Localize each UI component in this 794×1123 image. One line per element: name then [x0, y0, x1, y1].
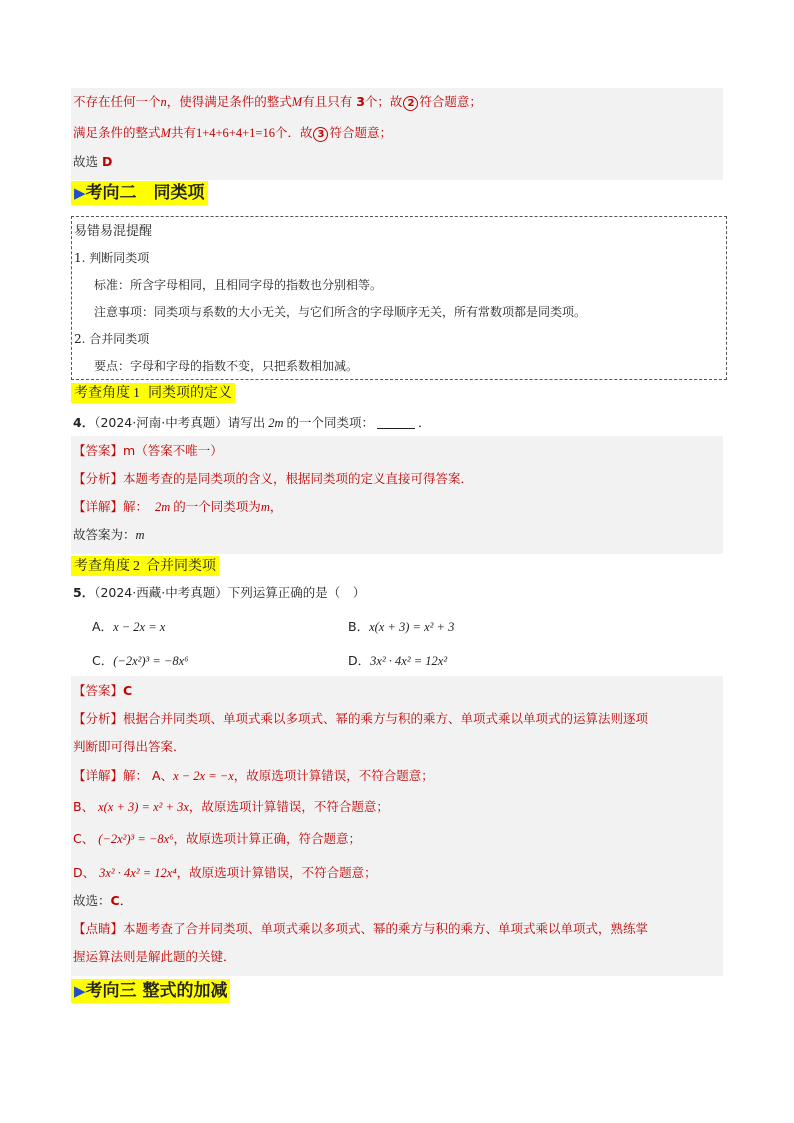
q5-detail-b: B、 x(x + 3) = x² + 3x，故原选项计算错误，不符合题意； — [73, 799, 389, 814]
q5-point-1: 【点睛】本题考查了合并同类项、单项式乘以多项式、幂的乘方与积的乘方、单项式乘以单项式，熟练掌 — [73, 921, 649, 936]
option-a[interactable]: A．x − 2x = x — [92, 619, 166, 634]
answer-blank[interactable] — [377, 416, 415, 429]
question-5: 5．（2024·西藏·中考真题）下列运算正确的是（ ） — [73, 585, 366, 600]
option-c[interactable]: C．(−2x²)³ = −8x⁶ — [92, 653, 189, 668]
q5-analysis-2: 判断即可得出答案． — [73, 739, 186, 754]
angle-heading-1: 考查角度 1 同类项的定义 — [71, 383, 235, 403]
q4-final: 故答案为：m — [73, 527, 145, 542]
section-heading-3: ▶考向三 整式的加减 — [71, 979, 230, 1003]
tips-box — [71, 216, 727, 380]
question-4: 4．（2024·河南·中考真题）请写出 2m 的一个同类项： ． — [73, 415, 431, 430]
tips-item-1: 1. 判断同类项 — [74, 251, 150, 265]
option-d[interactable]: D．3x² · 4x² = 12x² — [348, 653, 448, 668]
solution-line-2: 满足条件的整式M共有1+4+6+4+1=16个．故 3 符合题意； — [73, 125, 392, 140]
q5-detail-c: C、 (−2x²)³ = −8x⁶，故原选项计算正确，符合题意； — [73, 831, 362, 846]
q4-answer: 【答案】m（答案不唯一） — [73, 443, 223, 458]
option-b[interactable]: B．x(x + 3) = x² + 3 — [348, 619, 455, 634]
solution-line-3: 故选 D — [73, 154, 113, 169]
triangle-right-icon: ▶ — [74, 982, 86, 1000]
tips-item-1-notes: 注意事项：同类项与系数的大小无关，与它们所含的字母顺序无关，所有常数项都是同类项。 — [94, 305, 587, 319]
q5-answer: 【答案】C — [73, 683, 133, 698]
solution-line-1: 不存在任何一个n，使得满足条件的整式M有且只有 3个；故 2 符合题意； — [73, 94, 482, 109]
tips-item-1-standard: 标准：所含字母相同，且相同字母的指数也分别相等。 — [94, 278, 383, 292]
q5-selection: 故选：C． — [73, 893, 133, 908]
circled-number-icon: 2 — [403, 96, 418, 111]
circled-number-icon: 3 — [313, 127, 328, 142]
tips-item-2: 2. 合并同类项 — [74, 332, 150, 346]
q5-point-2: 握运算法则是解此题的关键． — [73, 949, 236, 964]
q5-detail-a: 【详解】解： A、x − 2x = −x，故原选项计算错误，不符合题意； — [73, 768, 434, 783]
tips-title: 易错易混提醒 — [74, 224, 153, 239]
angle-heading-2: 考查角度 2 合并同类项 — [71, 556, 219, 576]
q4-detail: 【详解】解： 2m 的一个同类项为m， — [73, 499, 283, 514]
tips-item-2-key: 要点：字母和字母的指数不变，只把系数相加减。 — [94, 359, 359, 373]
triangle-right-icon: ▶ — [74, 184, 86, 202]
q5-detail-d: D、 3x² · 4x² = 12x⁴，故原选项计算错误，不符合题意； — [73, 865, 377, 880]
section-heading-2: ▶考向二 同类项 — [71, 181, 208, 205]
q4-analysis: 【分析】本题考查的是同类项的含义，根据同类项的定义直接可得答案． — [73, 471, 474, 486]
q5-analysis-1: 【分析】根据合并同类项、单项式乘以多项式、幂的乘方与积的乘方、单项式乘以单项式的运算法则逐项 — [73, 711, 649, 726]
